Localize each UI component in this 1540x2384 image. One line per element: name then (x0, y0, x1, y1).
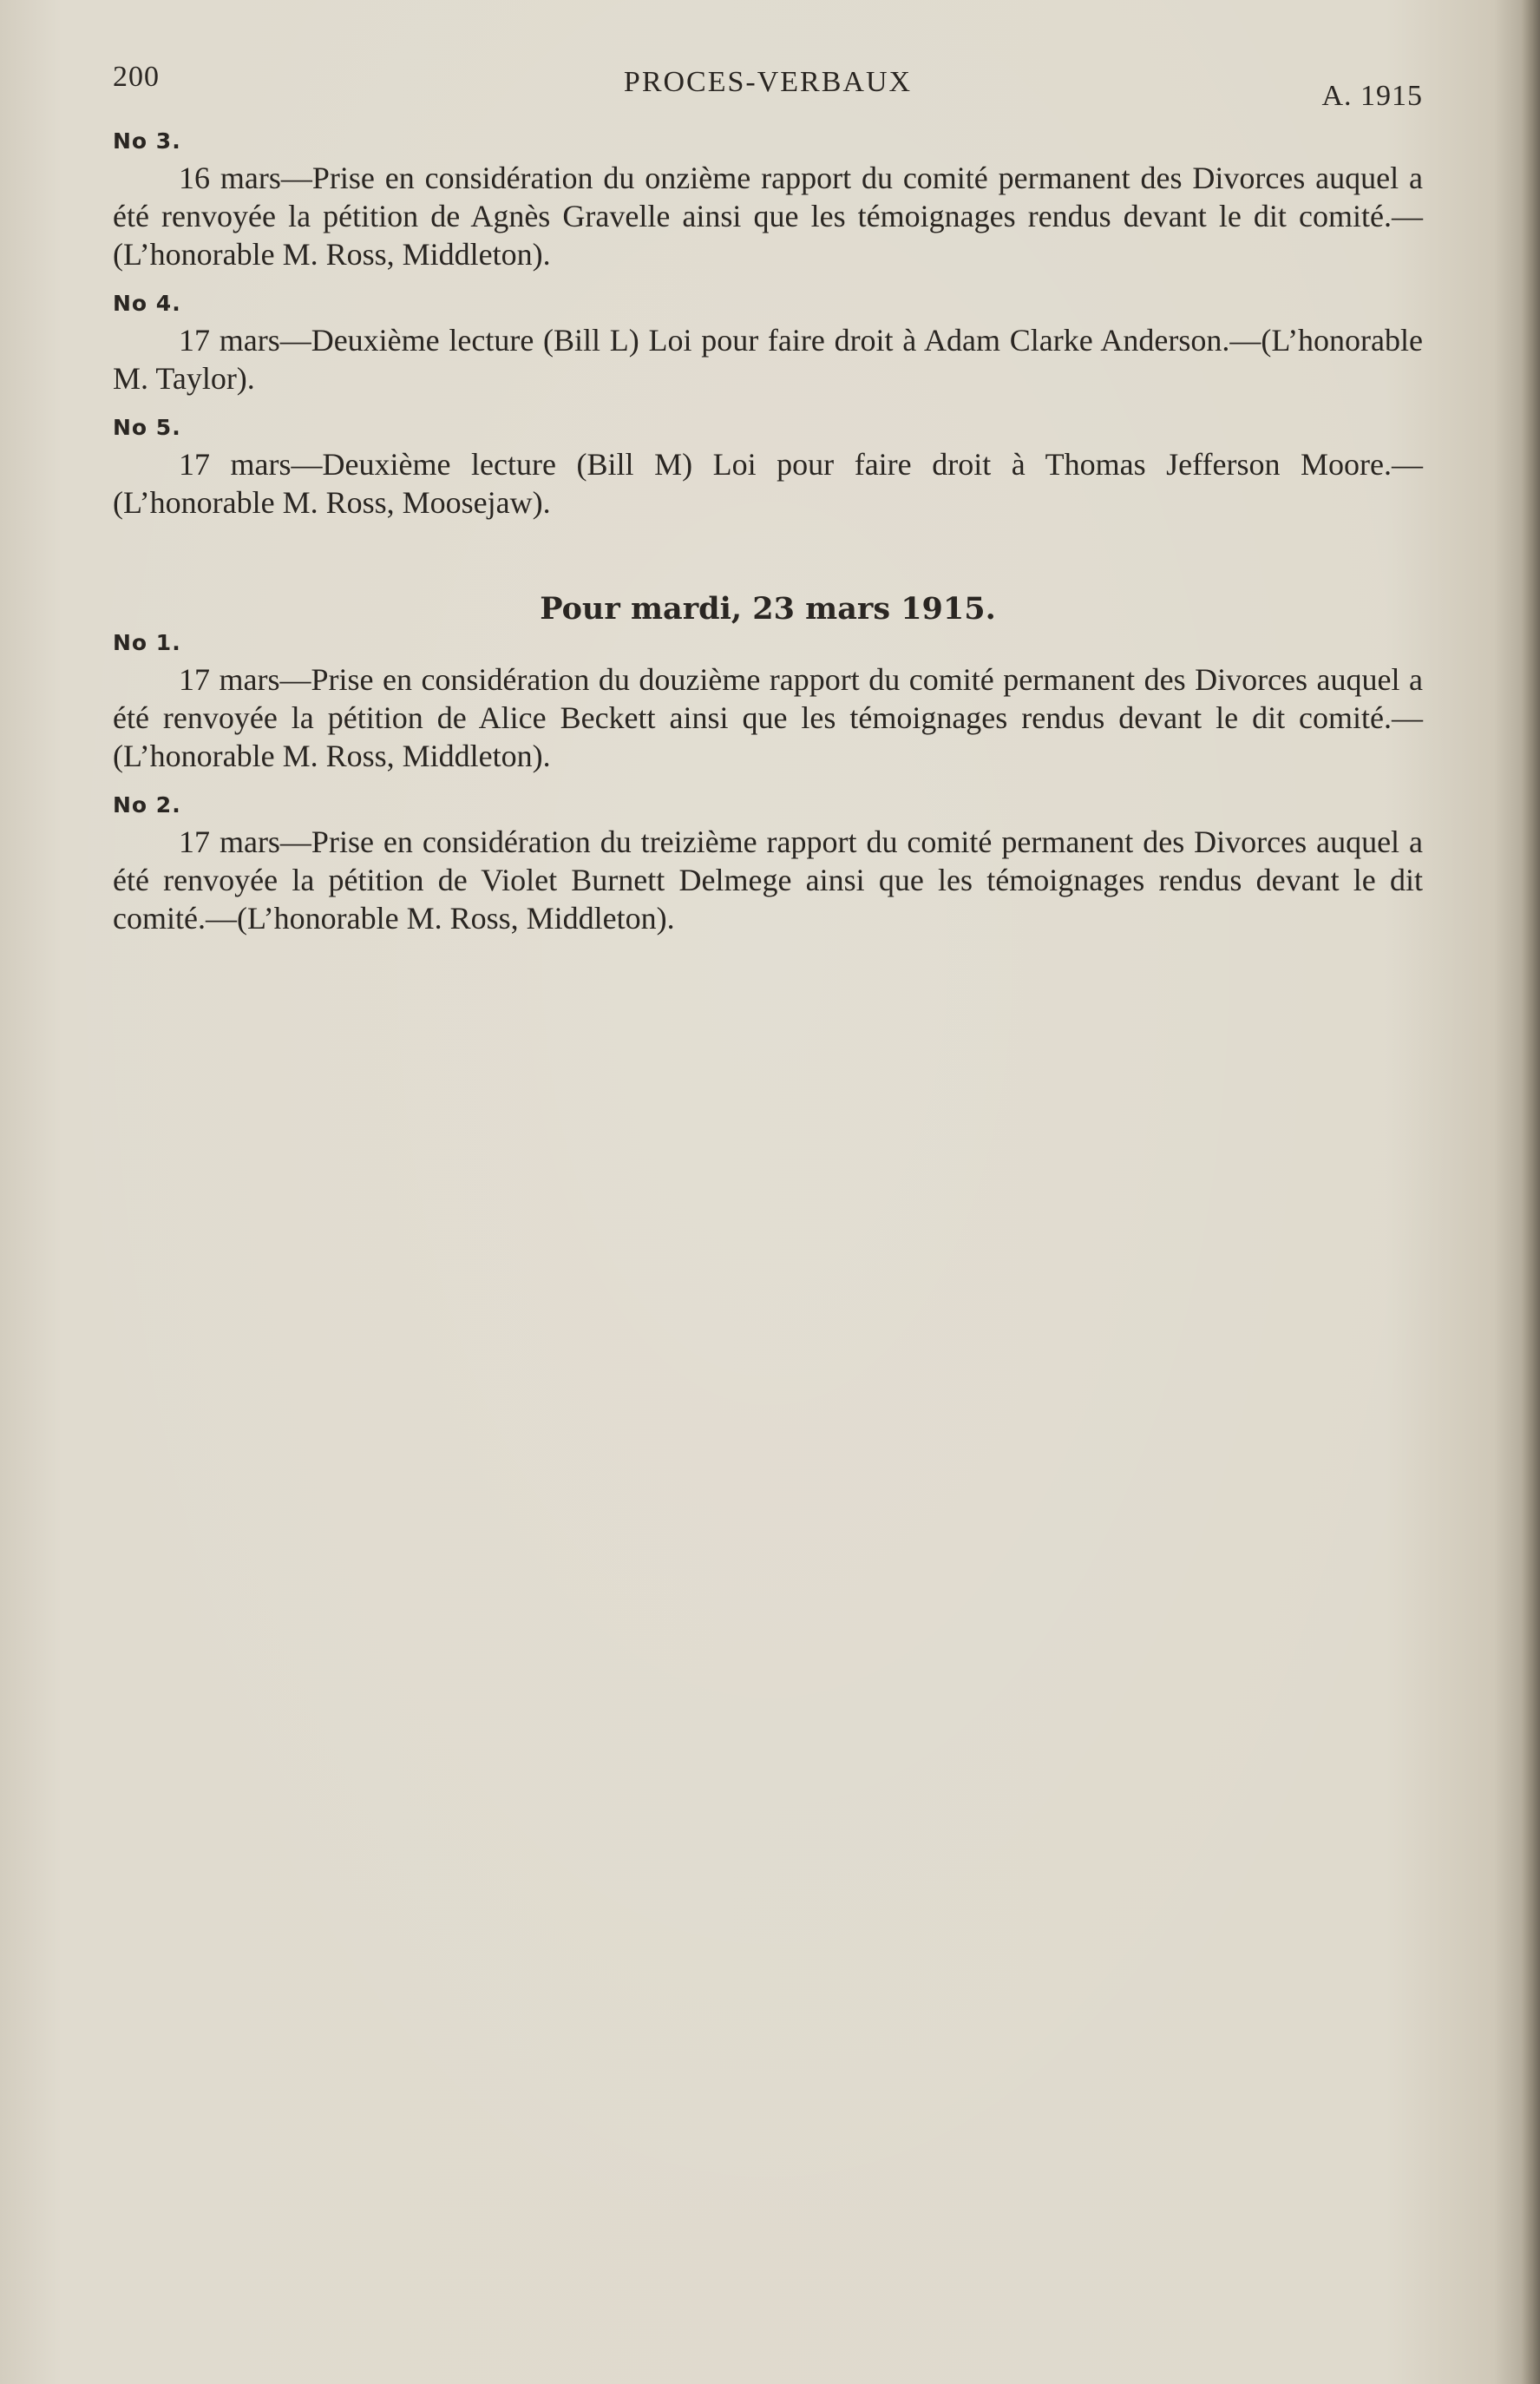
item-text: 17 mars—Prise en considération du douzième rapport du comité permanent des Divorces auquel a été renvoyée la pétition de Alice Beckett ainsi que les témoignages rendus devant le dit comité.—(L’honorable M. Ross, Middleton). (113, 662, 1423, 773)
page-number: 200 (113, 61, 160, 93)
session-year: A. 1915 (1321, 80, 1423, 112)
order-item (113, 415, 1423, 522)
item-number: No 3. (113, 128, 181, 154)
order-item (113, 630, 1423, 775)
item-number: No 1. (113, 630, 181, 655)
page-header (113, 61, 1423, 113)
page-content (113, 128, 1423, 937)
order-item (113, 128, 1423, 273)
item-number: No 2. (113, 792, 181, 818)
item-text: 16 mars—Prise en considération du onzième rapport du comité permanent des Divorces auquel a été renvoyée la pétition de Agnès Gravelle ainsi que les témoignages rendus devant le dit comité.—(L’honorable M. Ross, Middleton). (113, 161, 1423, 272)
item-number: No 4. (113, 291, 181, 316)
item-text: 17 mars—Deuxième lecture (Bill L) Loi pour faire droit à Adam Clarke Anderson.—(L’honorable M. Taylor). (113, 323, 1423, 396)
item-text: 17 mars—Prise en considération du treizième rapport du comité permanent des Divorces auquel a été renvoyée la pétition de Violet Burnett Delmege ainsi que les témoignages rendus devant le dit comité.—(L’honorable M. Ross, Middleton). (113, 824, 1423, 936)
running-title: PROCES-VERBAUX (623, 66, 913, 98)
order-item (113, 291, 1423, 397)
binding-edge (1521, 0, 1540, 2384)
date-heading: Pour mardi, 23 mars 1915. (540, 591, 996, 627)
order-item (113, 792, 1423, 937)
item-number: No 5. (113, 415, 181, 440)
item-text: 17 mars—Deuxième lecture (Bill M) Loi pour faire droit à Thomas Jefferson Moore.—(L’honorable M. Ross, Moosejaw). (113, 447, 1423, 520)
